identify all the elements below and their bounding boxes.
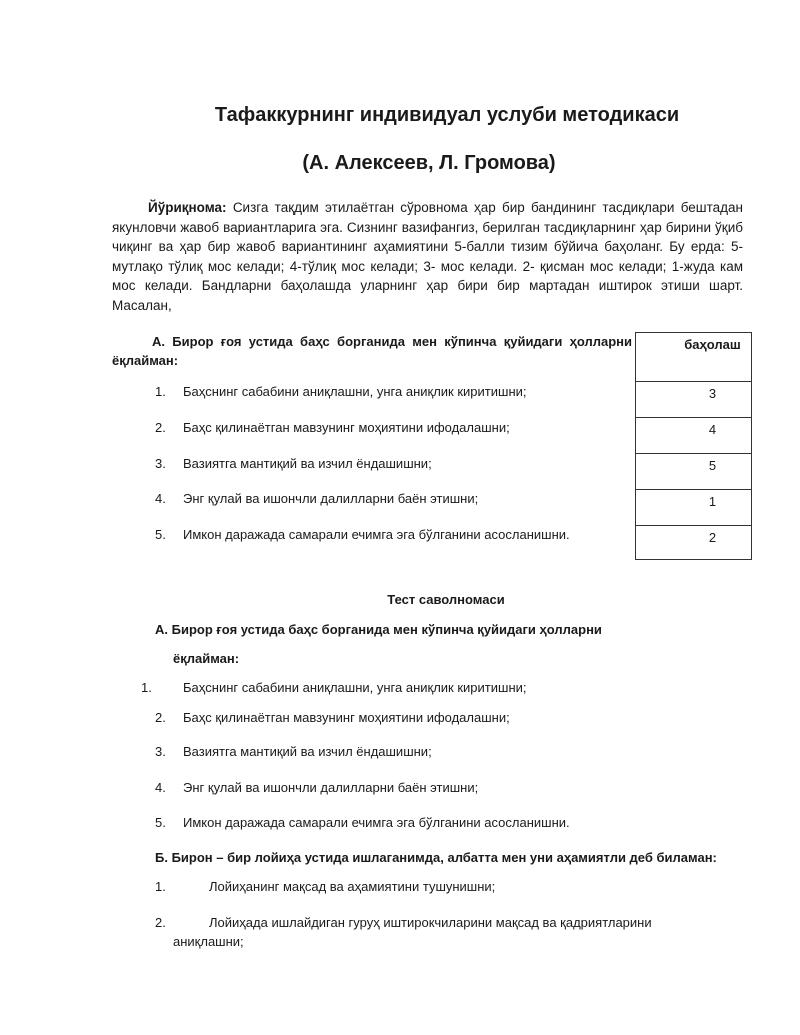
example-row-text: Имкон даражада самарали ечимга эга бўлганини асосланишни.: [183, 527, 570, 542]
rating-column: [635, 332, 752, 560]
example-row-number: 2.: [155, 420, 166, 435]
section-a-item-text: Имкон даражада самарали ечимга эга бўлганини асосланишни.: [183, 815, 570, 830]
example-row-text: Баҳс қилинаётган мавзунинг моҳиятини ифодалашни;: [183, 420, 510, 435]
rating-cell: 1: [636, 490, 751, 526]
questionnaire-heading: Тест саволномаси: [387, 592, 505, 607]
section-b-item-text: Лойиҳада ишлайдиган гуруҳ иштирокчиларини мақсад ва қадриятларини: [209, 915, 652, 930]
section-b-heading: Б. Бирон – бир лойиҳа устида ишлаганимда, албатта мен уни аҳамиятли деб биламан:: [155, 850, 717, 865]
example-question: А. Бирор ғоя устида баҳс борганида мен кўпинча қуйидаги ҳолларни ёқлайман:: [112, 334, 632, 368]
section-b-item-number: 1.: [155, 879, 166, 894]
example-row-number: 4.: [155, 491, 166, 506]
instructions-paragraph: [112, 198, 743, 316]
example-row-text: Баҳснинг сабабини аниқлашни, унга аниқлик киритишни;: [183, 384, 527, 399]
section-a-item-number: 4.: [155, 780, 166, 795]
section-a-item-text: Энг қулай ва ишончли далилларни баён этишни;: [183, 780, 479, 795]
section-a-item-number: 2.: [155, 710, 166, 725]
section-a-item-text: Баҳс қилинаётган мавзунинг моҳиятини ифодалашни;: [183, 710, 510, 725]
rating-cell: 3: [636, 382, 751, 418]
section-a-item-number: 5.: [155, 815, 166, 830]
section-a-item-text: Вазиятга мантиқий ва изчил ёндашишни;: [183, 744, 432, 759]
instructions-label: Йўриқнома:: [148, 200, 227, 215]
section-b-item-number: 2.: [155, 915, 166, 930]
section-a-item-number: 1.: [141, 680, 152, 695]
rating-cell: 2: [708, 530, 717, 545]
rating-cell: 5: [636, 454, 751, 490]
section-a-item-text: Баҳснинг сабабини аниқлашни, унга аниқлик киритишни;: [183, 680, 527, 695]
example-row-number: 1.: [155, 384, 166, 399]
rating-cell: 4: [636, 418, 751, 454]
page-title: Тафаккурнинг индивидуал услуби методикаси: [214, 104, 680, 126]
example-row-number: 5.: [155, 527, 166, 542]
page-subtitle: (А. Алексеев, Л. Громова): [302, 152, 556, 174]
example-row-text: Вазиятга мантиқий ва изчил ёндашишни;: [183, 456, 432, 471]
section-a-heading-line1: А. Бирор ғоя устида баҳс борганида мен кўпинча қуйидаги ҳолларни: [155, 622, 602, 637]
section-b-item-text-continuation: аниқлашни;: [173, 934, 244, 949]
example-row-text: Энг қулай ва ишончли далилларни баён этишни;: [183, 491, 479, 506]
section-b-item-text: Лойиҳанинг мақсад ва аҳамиятини тушунишни;: [209, 879, 496, 894]
instructions-text: Сизга тақдим этилаётган сўровнома ҳар бир бандининг тасдиқлари бештадан якунловчи жавоб вариантларига эга. Сизнинг вазифангиз, берилган тасдиқларнинг ҳар бирини ўқиб чиқинг ва ҳар бир жавоб вариантининг аҳамиятини 5-балли тизим бўйича баҳоланг. Бу ерда: 5- мутлақо тўлиқ мос келади; 4-тўлиқ мос келади; 3- мос келади. 2- қисман мос келади; 1-жуда кам мос келади. Бандларни баҳолашда уларнинг ҳар бири бир мартадан иштирок этиши шарт. Масалан,: [112, 200, 743, 313]
rating-header: баҳолаш: [636, 333, 751, 382]
section-a-heading-line2: ёқлайман:: [173, 651, 240, 666]
example-row-number: 3.: [155, 456, 166, 471]
section-a-item-number: 3.: [155, 744, 166, 759]
